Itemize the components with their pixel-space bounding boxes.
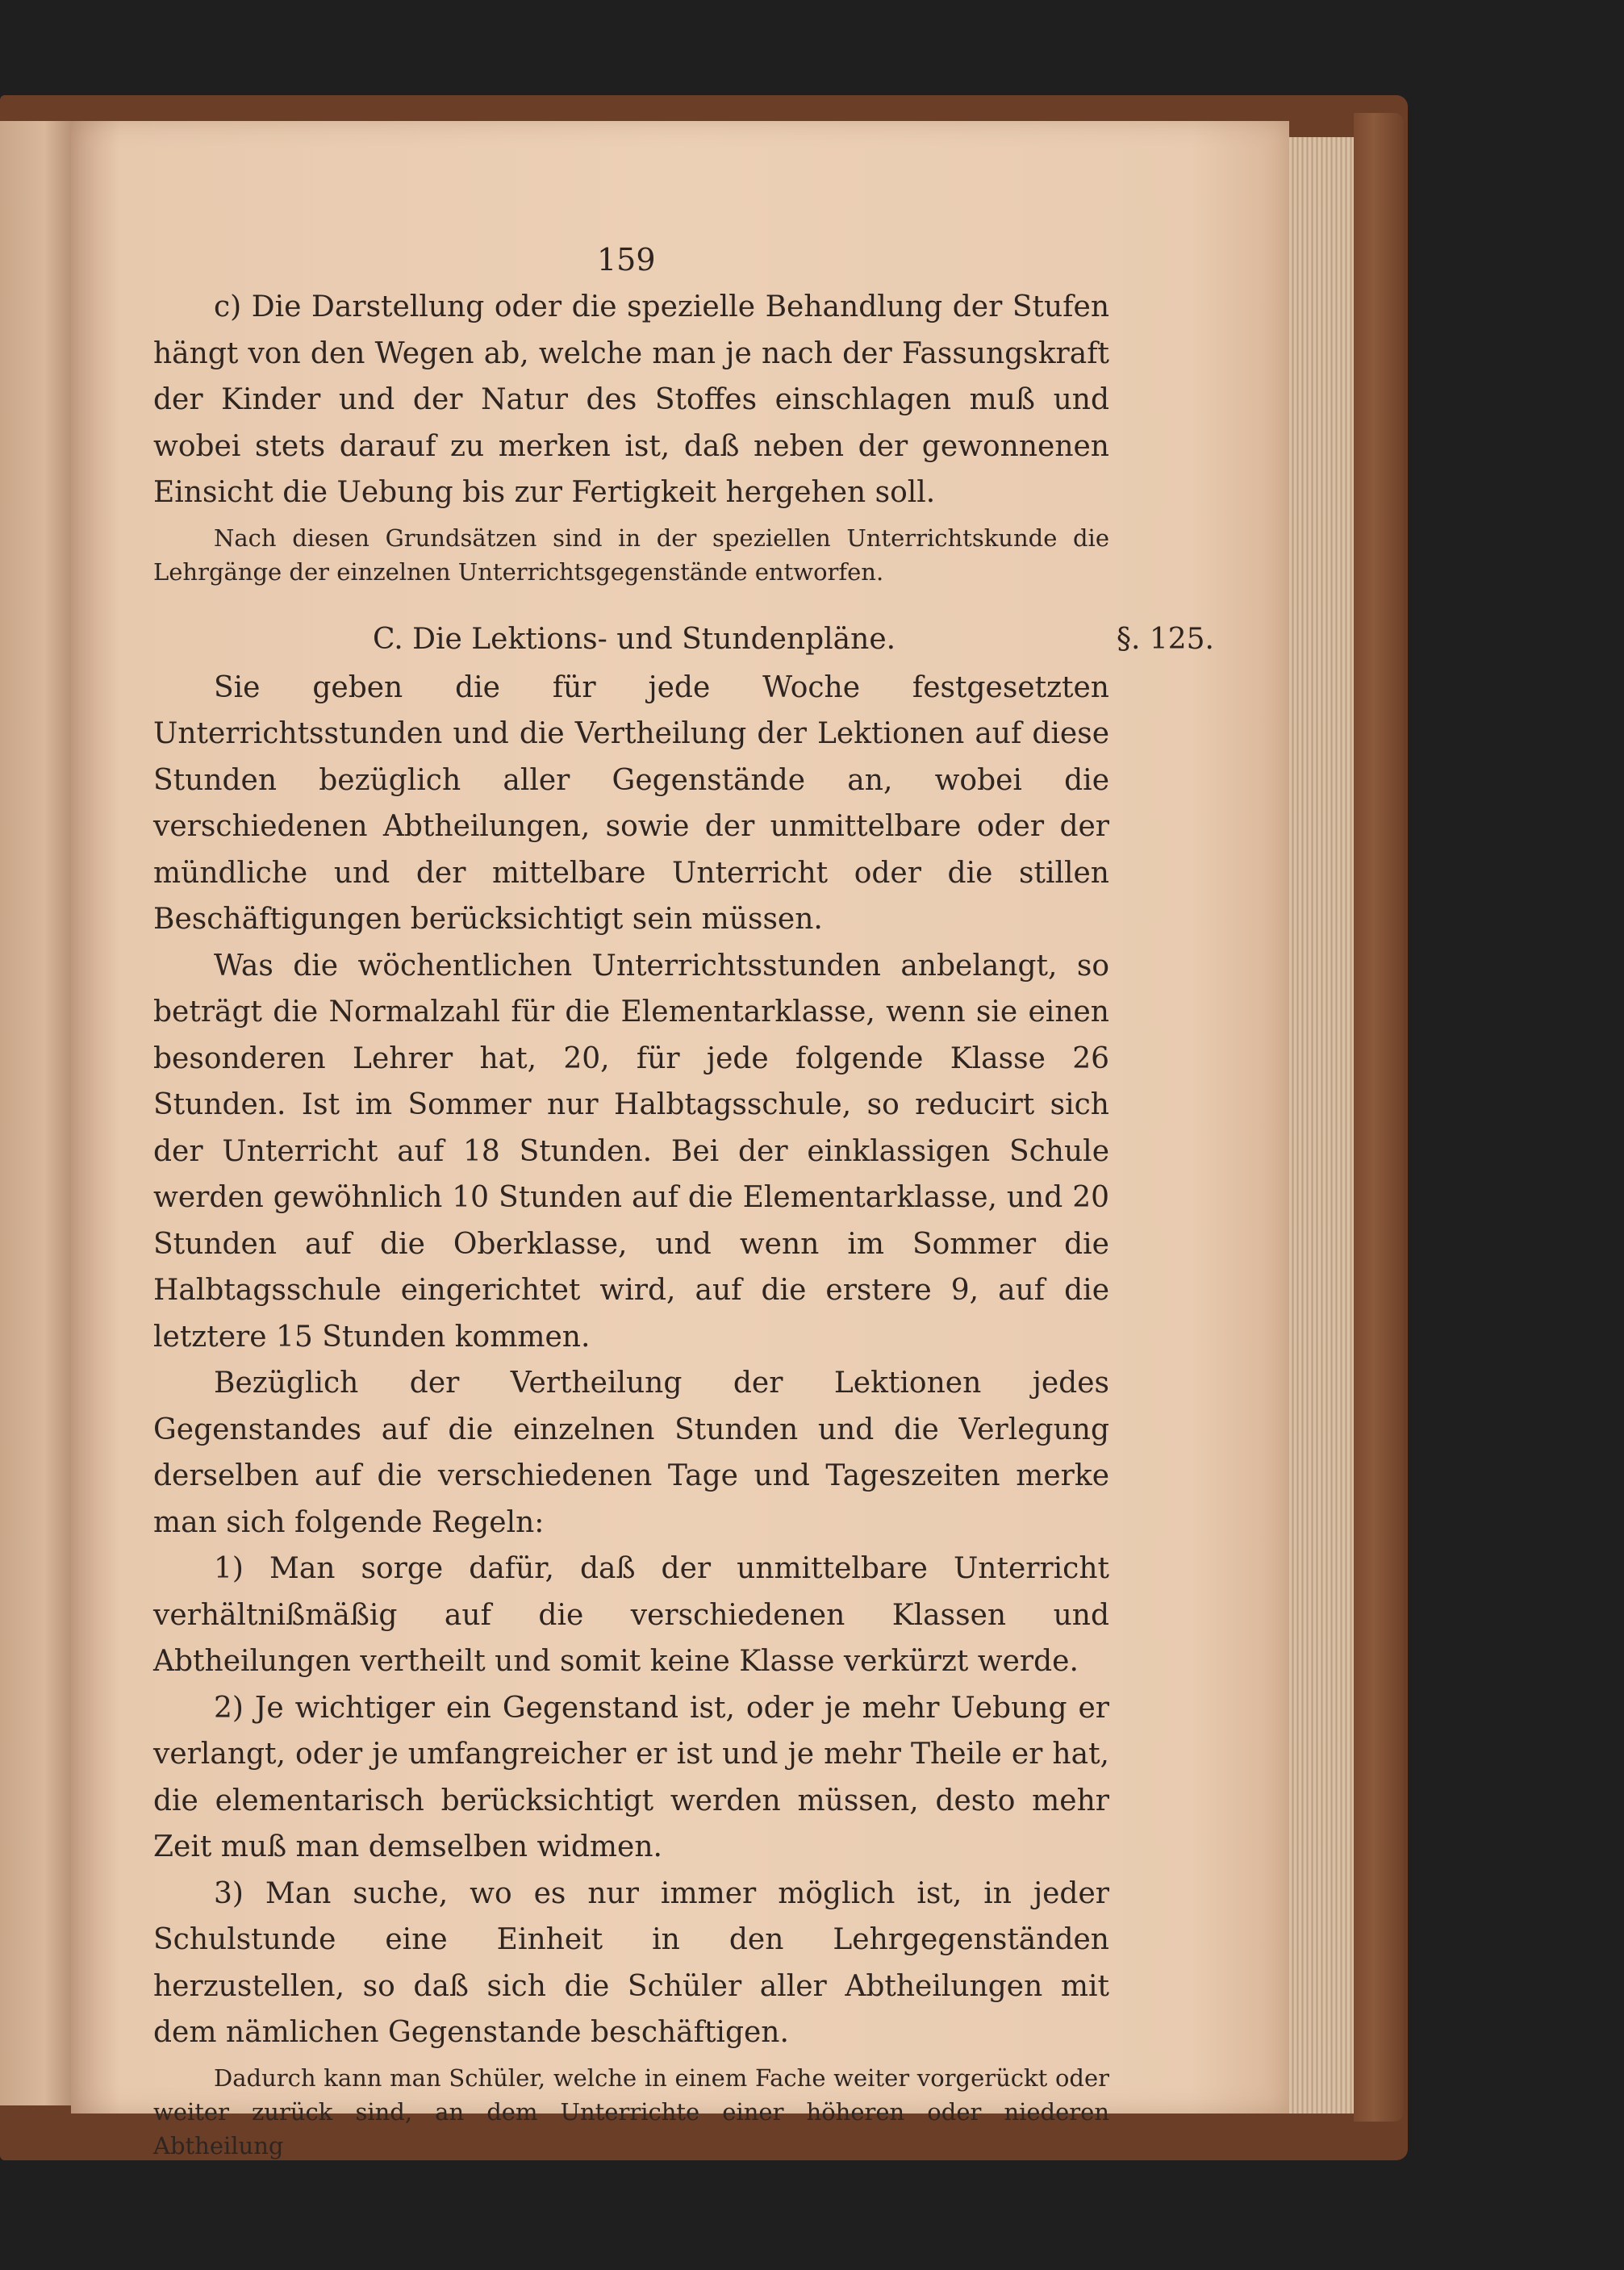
rule-3: 3) Man suche, wo es nur immer möglich ist, in jeder Schulstunde eine Einheit in den Lehrgegenständen herzustellen, so daß sich die Schüler aller Abtheilungen mit dem nämlichen Gegenstande beschäftigen. (153, 1876, 1109, 2049)
note-paragraph: Nach diesen Grundsätzen sind in der speziellen Unterrichtskunde die Lehrgänge der einzelnen Unterrichtsgegenstände entworfen. (153, 524, 1109, 586)
page-stack-edges (1289, 137, 1354, 2114)
paragraph-2: Was die wöchentlichen Unterrichtsstunden anbelangt, so beträgt die Normalzahl für die Elementarklasse, wenn sie einen besonderen Lehrer hat, 20, für jede folgende Klasse 26 Stunden. Ist im Sommer nur Halbtagsschule, so reducirt sich der Unterricht auf 18 Stunden. Bei der einklassigen Schule werden gewöhnlich 10 Stunden auf die Elementarklasse, und 20 Stunden auf die Oberklasse, und wenn im Sommer die Halbtagsschule eingerichtet wird, auf die erstere 9, auf die letztere 15 Stunden kommen. (153, 949, 1109, 1354)
rule-1: 1) Man sorge dafür, daß der unmittelbare Unterricht verhältnißmäßig auf die verschiedenen Klassen und Abtheilungen vertheilt und somit keine Klasse verkürzt werde. (153, 1552, 1109, 1678)
paragraph-c: c) Die Darstellung oder die spezielle Behandlung der Stufen hängt von den Wegen ab, welche man je nach der Fassungskraft der Kinder und der Natur des Stoffes einschlagen muß und wobei stets darauf zu merken ist, daß neben der gewonnenen Einsicht die Uebung bis zur Fertigkeit hergehen soll. (153, 290, 1109, 509)
paragraph-1: Sie geben die für jede Woche festgesetzten Unterrichtsstunden und die Vertheilung der Lektionen auf diese Stunden bezüglich aller Gegenstände an, wobei die verschiedenen Abtheilungen, sowie der unmittelbare oder der mündliche und der mittelbare Unterricht oder die stillen Beschäftigungen berücksichtigt sein müssen. (153, 670, 1109, 936)
page-text (153, 284, 1214, 2163)
footnote-text: Dadurch kann man Schüler, welche in einem Fache weiter vorgerückt oder weiter zurück sind, an dem Unterrichte einer höheren oder niederen Abtheilung (153, 2063, 1109, 2159)
section-reference: §. 125. (1116, 622, 1214, 656)
paragraph-3: Bezüglich der Vertheilung der Lektionen jedes Gegenstandes auf die einzelnen Stunden und die Verlegung derselben auf die verschiedenen Tage und Tageszeiten merke man sich folgende Regeln: (153, 1367, 1109, 1539)
page-number: 159 (597, 242, 656, 277)
left-page-edge (0, 121, 77, 2105)
back-cover-edge (1354, 113, 1404, 2122)
section-heading: C. Die Lektions- und Stundenpläne. (373, 622, 896, 656)
rule-2: 2) Je wichtiger ein Gegenstand ist, oder je mehr Uebung er verlangt, oder je umfangreicher er ist und je mehr Theile er hat, die elementarisch berücksichtigt werden müssen, desto mehr Zeit muß man demselben widmen. (153, 1691, 1109, 1863)
section-heading-row (153, 616, 1214, 665)
